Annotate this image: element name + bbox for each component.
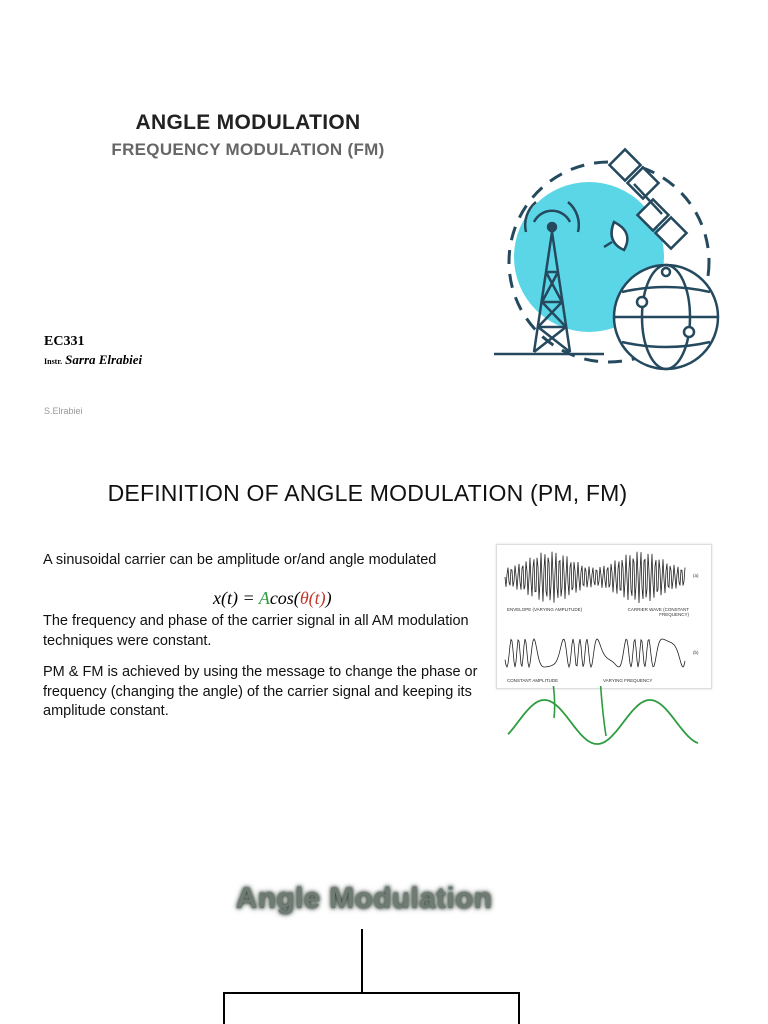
constant-amplitude-label: CONSTANT AMPLITUDE bbox=[507, 678, 559, 683]
instructor-label: Instr. bbox=[44, 357, 63, 366]
slide-footer: S.Elrabiei bbox=[44, 406, 83, 416]
formula-lhs: x(t) = bbox=[213, 588, 259, 608]
paragraph-pm-fm: PM & FM is achieved by using the message to change the phase or frequency (changing the angle) of the carrier signal and keeping its amplitude constant. bbox=[43, 664, 478, 719]
figure-label-a: (a) bbox=[693, 573, 699, 578]
envelope-label: ENVELOPE (VARYING AMPLITUDE) bbox=[507, 607, 583, 612]
message-signal-annotation bbox=[496, 686, 701, 754]
instructor-line bbox=[44, 352, 142, 368]
slide1-title: ANGLE MODULATION bbox=[135, 111, 361, 134]
varying-frequency-label: VARYING FREQUENCY bbox=[603, 678, 653, 683]
definition-title: DEFINITION OF ANGLE MODULATION (PM, FM) bbox=[107, 480, 628, 506]
formula-func: cos( bbox=[269, 588, 300, 608]
telecom-illustration bbox=[484, 142, 734, 392]
course-code: EC331 bbox=[44, 334, 85, 349]
paragraph-carrier: A sinusoidal carrier can be amplitude or/and angle modulated bbox=[43, 552, 437, 568]
hierarchy-diagram bbox=[215, 925, 525, 1024]
formula-angle: θ(t) bbox=[299, 588, 326, 608]
slide1-subtitle: FREQUENCY MODULATION (FM) bbox=[111, 140, 385, 159]
paragraph-am-constant: The frequency and phase of the carrier signal in all AM modulation techniques were constant. bbox=[43, 613, 469, 649]
carrier-label: CARRIER WAVE (CONSTANT FREQUENCY) bbox=[627, 607, 689, 617]
modulation-waveform-figure bbox=[496, 544, 712, 689]
formula-close: ) bbox=[325, 588, 332, 608]
carrier-formula bbox=[213, 588, 332, 609]
instructor-name: Sarra Elrabiei bbox=[65, 352, 143, 367]
globe-icon bbox=[614, 265, 718, 369]
angle-modulation-heading: Angle Modulation bbox=[235, 882, 493, 915]
figure-label-b: (b) bbox=[693, 650, 699, 655]
formula-amplitude: A bbox=[258, 588, 270, 608]
